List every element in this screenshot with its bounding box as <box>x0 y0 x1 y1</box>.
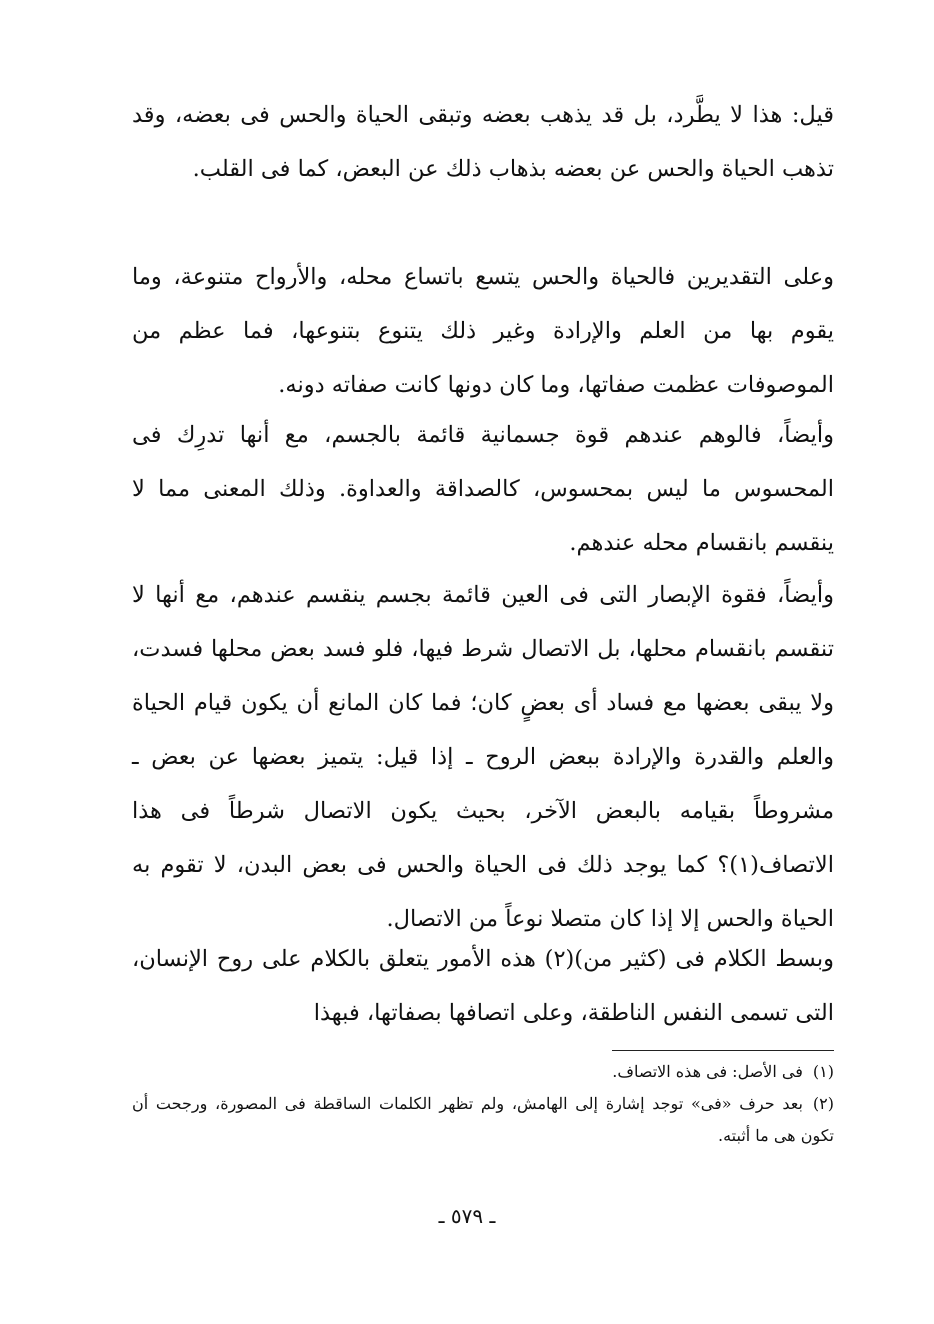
footnote-text: بعد حرف «فى» توجد إشارة إلى الهامش، ولم تظهر الكلمات الساقطة فى المصورة، ورجحت أن تكون هى ما أثبته. <box>132 1094 834 1145</box>
footnote-2 <box>132 1088 834 1152</box>
footnotes-section <box>132 1056 834 1152</box>
footnote-number: (١) <box>812 1062 834 1081</box>
body-paragraph-2: وعلى التقديرين فالحياة والحس يتسع باتساع محله، والأرواح متنوعة، وما يقوم بها من العلم والإرادة وغير ذلك يتنوع بتنوعها، فما عظم من الموصوفات عظمت صفاتها، وما كان دونها كانت صفاته دونه. <box>132 264 834 398</box>
body-paragraph-5: وبسط الكلام فى (كثير من)(٢) هذه الأمور يتعلق بالكلام على روح الإنسان، التى تسمى النفس الناطقة، وعلى اتصافها بصفاتها، فبهذا <box>132 946 834 1026</box>
footnote-divider <box>612 1050 834 1051</box>
body-paragraph-4: وأيضاً، فقوة الإبصار التى فى العين قائمة بجسم ينقسم عندهم، مع أنها لا تنقسم بانقسام محلها، بل الاتصال شرط فيها، فلو فسد بعض محلها فسدت، ولا يبقى بعضها مع فساد أى بعضٍ كان؛ فما كان المانع أن يكون قيام الحياة والعلم والقدرة والإرادة ببعض الروح ـ إذا قيل: يتميز بعضها عن بعض ـ مشروطاً بقيامه بالبعض الآخر، بحيث يكون الاتصال شرطاً فى هذا الاتصاف(١)؟ كما يوجد ذلك فى الحياة والحس فى بعض البدن، لا تقوم به الحياة والحس إلا إذا كان متصلا نوعاً من الاتصال. <box>132 582 834 932</box>
body-paragraph-3: وأيضاً، فالوهم عندهم قوة جسمانية قائمة بالجسم، مع أنها تدرِك فى المحسوس ما ليس بمحسوس، كالصداقة والعداوة. وذلك المعنى مما لا ينقسم بانقسام محله عندهم. <box>132 422 834 556</box>
footnote-1 <box>132 1056 834 1088</box>
footnote-number: (٢) <box>812 1094 834 1113</box>
page-number: ـ ٥٧٩ ـ <box>438 1204 496 1228</box>
body-paragraph-1: قيل: هذا لا يطَّرد، بل قد يذهب بعضه وتبقى الحياة والحس فى بعضه، وقد تذهب الحياة والحس عن بعضه بذهاب ذلك عن البعض، كما فى القلب. <box>132 102 834 182</box>
footnote-text: فى الأصل: فى هذه الاتصاف. <box>612 1062 803 1081</box>
